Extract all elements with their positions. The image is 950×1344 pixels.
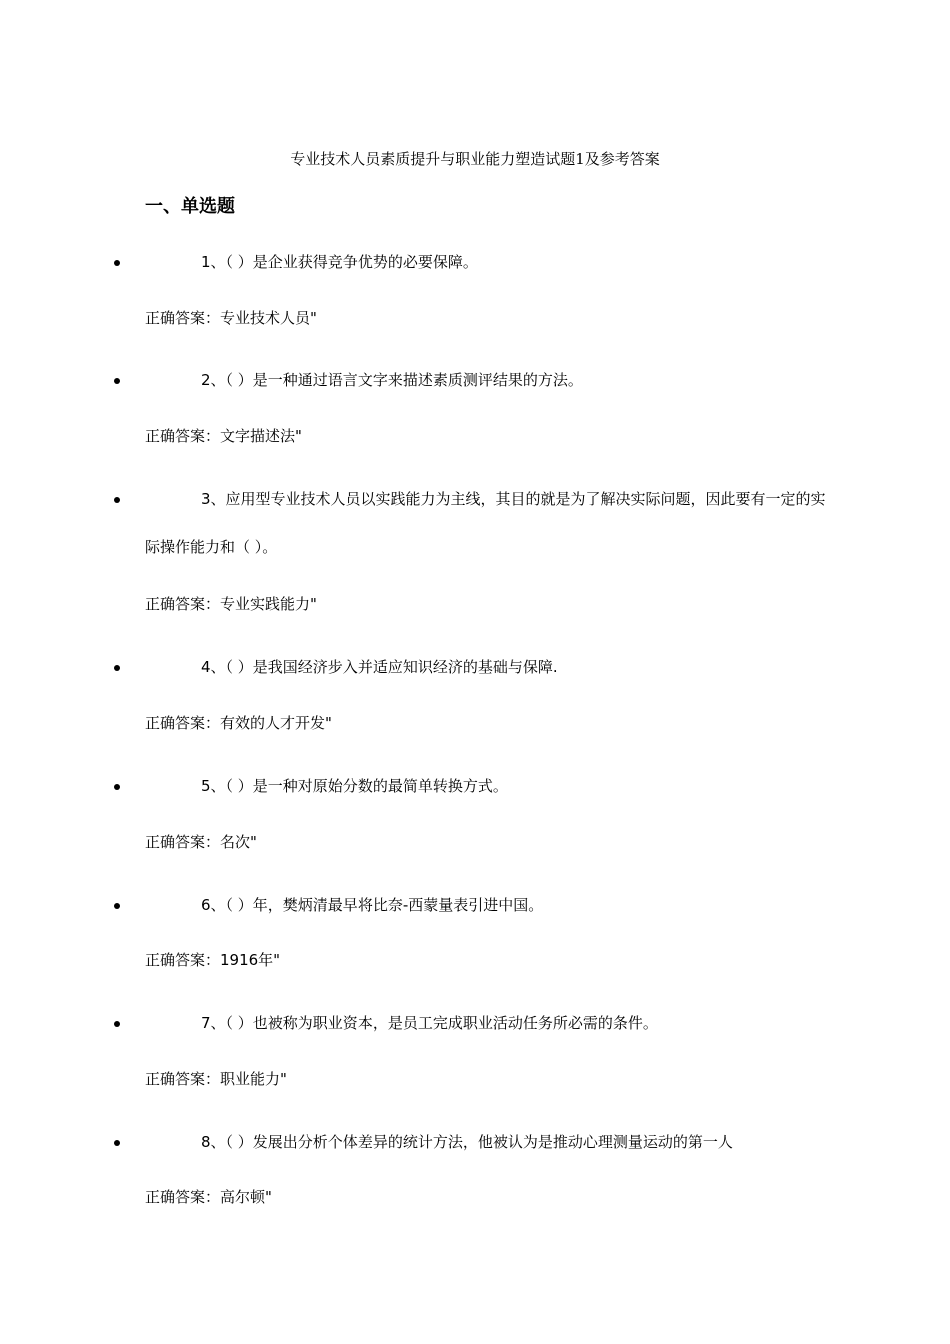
- question-item: [0, 475, 950, 571]
- question-item: [0, 881, 950, 929]
- question-text: 8、（ ）发展出分析个体差异的统计方法，他被认为是推动心理测量运动的第一人: [201, 1133, 733, 1151]
- question-item: [0, 999, 950, 1047]
- question-text: 2、（ ）是一种通过语言文字来描述素质测评结果的方法。: [201, 371, 583, 389]
- answer-text: 正确答案：1916年": [145, 951, 281, 969]
- question-text: 6、（ ）年，樊炳清最早将比奈-西蒙量表引进中国。: [201, 896, 544, 914]
- question-text: 5、（ ）是一种对原始分数的最简单转换方式。: [201, 777, 508, 795]
- bullet-icon: [114, 497, 120, 503]
- bullet-icon: [114, 260, 120, 266]
- section-heading: 一、单选题: [145, 196, 235, 217]
- bullet-icon: [114, 1021, 120, 1027]
- answer-text: 正确答案：专业实践能力": [145, 595, 317, 613]
- question-text: 3、应用型专业技术人员以实践能力为主线，其目的就是为了解决实际问题，因此要有一定的实际操作能力和（ ）。: [145, 490, 826, 556]
- answer-text: 正确答案：名次": [145, 833, 257, 851]
- bullet-icon: [114, 903, 120, 909]
- bullet-icon: [114, 784, 120, 790]
- answer-text: 正确答案：职业能力": [145, 1070, 287, 1088]
- bullet-icon: [114, 665, 120, 671]
- answer-text: 正确答案：有效的人才开发": [145, 714, 332, 732]
- question-text: 4、（ ）是我国经济步入并适应知识经济的基础与保障.: [201, 658, 558, 676]
- question-item: [0, 643, 950, 691]
- bullet-icon: [114, 1140, 120, 1146]
- answer-text: 正确答案：高尔顿": [145, 1188, 272, 1206]
- document-title: 专业技术人员素质提升与职业能力塑造试题1及参考答案: [290, 150, 660, 168]
- answer-text: 正确答案：文字描述法": [145, 427, 302, 445]
- question-item: [0, 1118, 950, 1166]
- bullet-icon: [114, 378, 120, 384]
- question-text: 1、（ ）是企业获得竞争优势的必要保障。: [201, 253, 478, 271]
- question-item: [0, 762, 950, 810]
- question-text: 7、（ ）也被称为职业资本，是员工完成职业活动任务所必需的条件。: [201, 1014, 658, 1032]
- question-item: [0, 356, 950, 404]
- answer-text: 正确答案：专业技术人员": [145, 309, 317, 327]
- question-item: [0, 238, 950, 286]
